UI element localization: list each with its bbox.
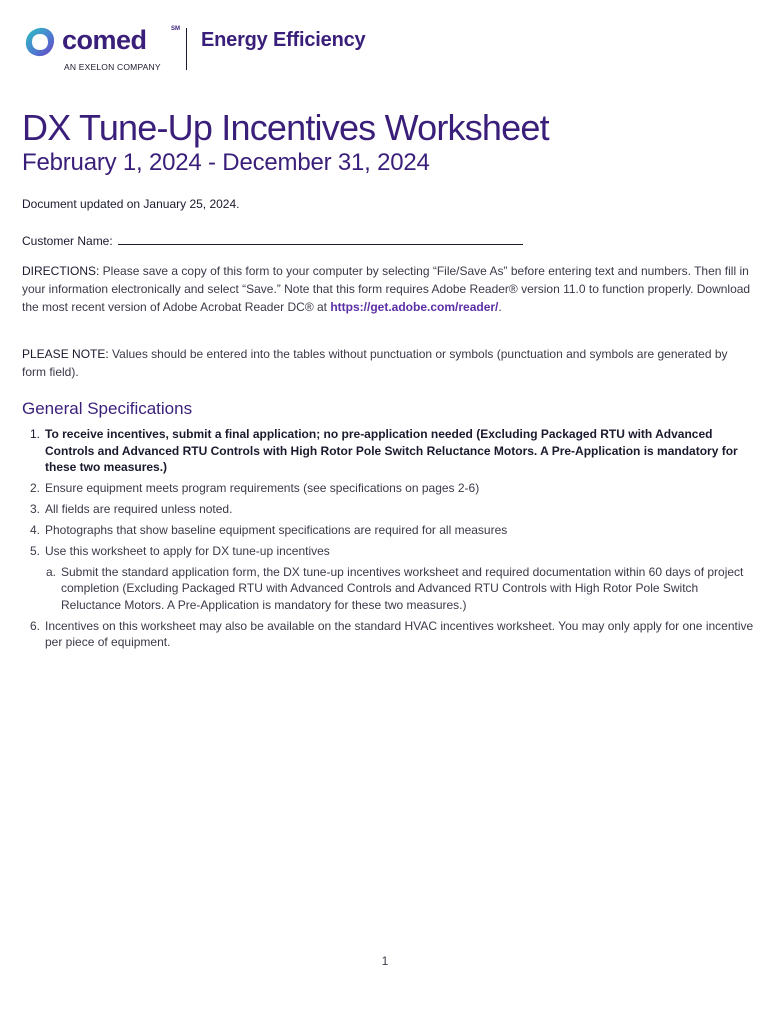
sub-list	[45, 564, 757, 614]
customer-name-field[interactable]	[118, 235, 523, 245]
comed-ring-icon	[22, 24, 58, 60]
list-item: 1. To receive incentives, submit a final application; no pre-application needed (Excluding Packaged RTU with Advanced Controls and Advanced RTU Controls with High Rotor Pole Switch Reluctance Motors. A Pre-Application is mandatory for these two measures.)	[30, 427, 738, 474]
logo-service-mark: SM	[171, 26, 180, 32]
list-item: 6. Incentives on this worksheet may also be available on the standard HVAC incentives worksheet. You may only apply for one incentive per piece of equipment.	[30, 618, 754, 649]
list-item: 4. Photographs that show baseline equipment specifications are required for all measures	[30, 523, 508, 537]
list-item: 5. Use this worksheet to apply for DX tune-up incentives a. Submit the standard application form, the DX tune-up incentives worksheet and required documentation within 60 days of project completion (Excluding Packaged RTU with Advanced Controls and Advanced RTU Controls with High Rotor Pole Switch Reluctance Motors. A Pre-Application is mandatory for these two measures.)	[22, 543, 757, 613]
please-note-paragraph	[22, 345, 752, 381]
directions-text-end: .	[498, 300, 502, 314]
sub-list-item: a. Submit the standard application form, the DX tune-up incentives worksheet and required documentation within 60 days of project completion (Excluding Packaged RTU with Advanced Controls and Advanced RTU Controls with High Rotor Pole Switch Reluctance Motors. A Pre-Application is mandatory for these two measures.)	[46, 564, 744, 612]
list-item: 3. All fields are required unless noted.	[30, 502, 233, 516]
directions-paragraph	[22, 262, 752, 316]
directions-text: Please save a copy of this form to your computer by selecting “File/Save As” before entering text and numbers. Then fill in your information electronically and select “Save.” Note that this form requires Adobe Reader® version 11.0 to function properly. Download the most recent version of Adobe Acrobat Reader DC® at	[22, 264, 751, 314]
logo-wordmark: comed	[62, 25, 147, 55]
general-specifications-list	[22, 426, 757, 655]
document-updated-note: Document updated on January 25, 2024.	[22, 197, 240, 211]
please-note-lead: PLEASE NOTE:	[22, 347, 109, 361]
page-title: DX Tune-Up Incentives Worksheet	[22, 107, 549, 148]
general-specifications-heading: General Specifications	[22, 399, 193, 418]
adobe-reader-link[interactable]: https://get.adobe.com/reader/	[330, 300, 499, 314]
logo-subtitle: AN EXELON COMPANY	[64, 62, 161, 72]
customer-name-row	[22, 234, 523, 248]
list-item: 2. Ensure equipment meets program requirements (see specifications on pages 2-6)	[30, 481, 480, 495]
please-note-text: Values should be entered into the tables without punctuation or symbols (punctuation and symbols are generated by form field).	[22, 347, 728, 379]
page-number: 1	[381, 954, 389, 968]
customer-name-label: Customer Name:	[22, 234, 113, 248]
date-range-subtitle: February 1, 2024 - December 31, 2024	[22, 149, 430, 176]
program-name: Energy Efficiency	[201, 29, 366, 51]
header-divider	[186, 28, 187, 70]
directions-lead: DIRECTIONS:	[22, 264, 100, 278]
